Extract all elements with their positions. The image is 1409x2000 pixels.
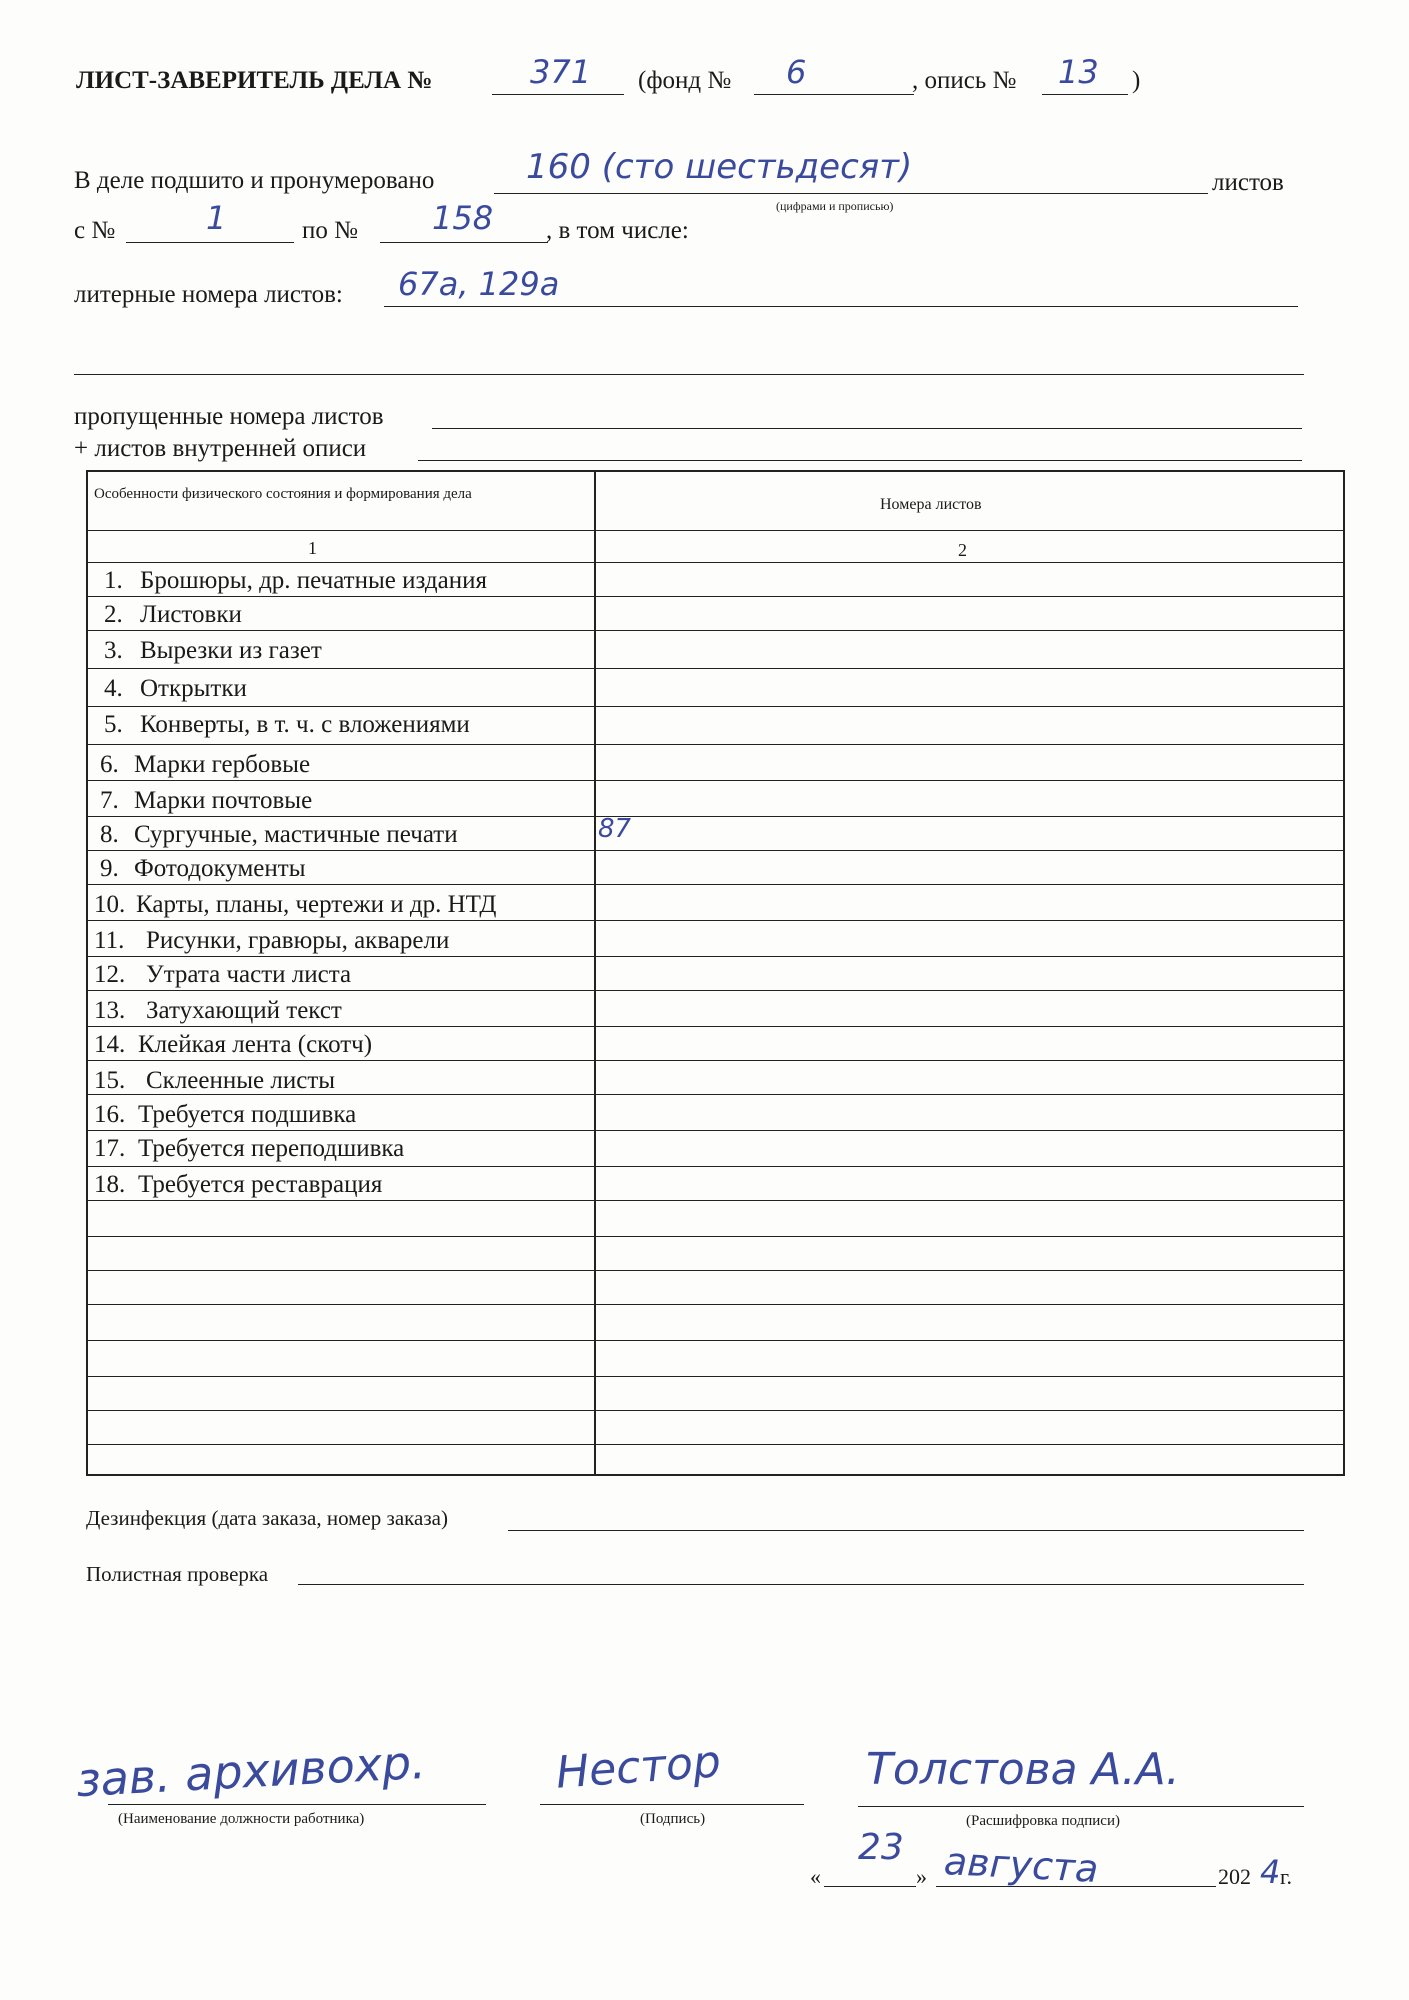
table-row [94,1032,372,1057]
row-number: 10. [94,891,126,918]
table-row [94,1172,382,1197]
name-value[interactable]: Толстова А.А. [866,1744,1180,1795]
row-number: 16. [94,1101,126,1128]
table-row [100,856,306,881]
date-day-value[interactable]: 23 [858,1827,904,1868]
row-label: Открытки [140,675,247,702]
row-number: 14. [94,1031,126,1058]
column-divider [594,472,596,1474]
col2-index: 2 [958,540,967,560]
row-label: Требуется переподшивка [138,1135,405,1162]
row-line [88,1304,1343,1305]
row-line [88,884,1343,885]
signature-line [540,1804,804,1805]
letter-numbers-line-2 [74,374,1304,375]
date-close-quote: » [916,1864,927,1889]
col2-header: Номера листов [880,496,982,513]
date-year-prefix: 202 [1218,1864,1251,1889]
sheets-intro: В деле подшито и пронумеровано [74,167,435,194]
name-line [858,1806,1304,1807]
row-line [88,1060,1343,1061]
row-number: 11. [94,927,125,954]
to-line [380,242,548,243]
table-row [104,676,247,701]
case-number-line [492,94,624,95]
letter-numbers-label: литерные номера листов: [74,281,343,308]
row-line [88,1340,1343,1341]
row-number: 15. [94,1067,126,1094]
seal-sheet-number[interactable]: 87 [598,814,632,844]
row-line [88,630,1343,631]
to-label: по № [302,217,358,244]
fond-label: (фонд № [638,67,732,94]
row-line [88,562,1343,563]
row-number: 18. [94,1171,126,1198]
row-line [88,1444,1343,1445]
signature-caption: (Подпись) [640,1811,706,1827]
position-line [108,1804,486,1805]
form-title: ЛИСТ-ЗАВЕРИТЕЛЬ ДЕЛА № [76,67,433,94]
table-row [100,788,312,813]
opis-label: , опись № [912,67,1017,94]
condition-table [86,470,1345,1476]
row-label: Требуется реставрация [138,1171,383,1198]
row-number: 12. [94,961,126,988]
position-caption: (Наименование должности работника) [118,1811,365,1827]
row-label: Утрата части листа [146,961,352,988]
row-number: 17. [94,1135,126,1162]
row-line [88,1166,1343,1167]
letter-numbers-value[interactable]: 67а, 129а [398,265,560,303]
check-label: Полистная проверка [86,1562,269,1586]
row-label: Фотодокументы [134,855,306,882]
header-divider [88,530,1343,531]
disinfection-label: Дезинфекция (дата заказа, номер заказа) [86,1506,448,1530]
table-row [104,602,242,627]
fond-number-value[interactable]: 6 [786,53,807,91]
row-line [88,1200,1343,1201]
col1-index: 1 [308,538,317,558]
row-number: 2. [104,601,123,628]
table-row [104,568,487,593]
table-row [94,1068,335,1093]
row-number: 6. [100,751,119,778]
table-row [104,712,470,737]
opis-close: ) [1132,67,1141,94]
row-line [88,1130,1343,1131]
date-year-digit[interactable]: 4 [1260,1853,1281,1891]
disinfection-line [508,1530,1304,1531]
table-row [94,1102,356,1127]
from-line [126,242,294,243]
row-line [88,596,1343,597]
row-line [88,744,1343,745]
row-line [88,780,1343,781]
row-label: Марки гербовые [134,751,311,778]
date-open-quote: « [810,1864,821,1889]
row-label: Рисунки, гравюры, акварели [146,927,450,954]
sheets-count-hint: (цифрами и прописью) [776,199,894,213]
name-caption: (Расшифровка подписи) [966,1813,1120,1829]
row-number: 13. [94,997,126,1024]
row-line [88,1410,1343,1411]
date-month-value[interactable]: августа [942,1838,1100,1892]
row-number: 3. [104,637,123,664]
row-line [88,850,1343,851]
row-label: Клейкая лента (скотч) [138,1031,373,1058]
from-value[interactable]: 1 [206,199,227,237]
row-line [88,1236,1343,1237]
row-number: 4. [104,675,123,702]
row-line [88,1270,1343,1271]
row-label: Вырезки из газет [140,637,322,664]
date-day-line [824,1886,916,1887]
signature-value[interactable]: Нестор [554,1736,723,1799]
row-line [88,706,1343,707]
table-row [100,752,310,777]
row-line [88,990,1343,991]
date-suffix: г. [1280,1864,1293,1889]
letter-numbers-line [384,306,1298,307]
row-line [88,956,1343,957]
row-number: 1. [104,567,123,594]
sheets-count-value[interactable]: 160 (сто шестьдесят) [526,147,913,187]
including-label: , в том числе: [546,217,689,244]
col1-header: Особенности физического состояния и формирования дела [94,486,472,502]
to-value[interactable]: 158 [432,199,494,237]
table-row [94,962,351,987]
position-value[interactable]: зав. архивохр. [74,1734,427,1808]
row-line [88,920,1343,921]
opis-number-value[interactable]: 13 [1058,53,1099,91]
from-label: с № [74,217,116,244]
check-line [298,1584,1304,1585]
sheets-count-line [494,193,1208,194]
inner-inventory-label: + листов внутренней описи [74,435,367,462]
row-label: Брошюры, др. печатные издания [140,567,487,594]
sheets-suffix: листов [1212,169,1284,196]
table-row [94,998,342,1023]
row-label: Затухающий текст [146,997,342,1024]
row-line [88,1376,1343,1377]
row-line [88,668,1343,669]
row-label: Конверты, в т. ч. с вложениями [140,711,470,738]
row-label: Листовки [140,601,242,628]
row-label: Склеенные листы [146,1067,336,1094]
opis-number-line [1042,94,1128,95]
row-line [88,816,1343,817]
missing-numbers-line [432,428,1302,429]
case-number-value[interactable]: 371 [530,53,592,91]
row-line [88,1026,1343,1027]
row-label: Марки почтовые [134,787,313,814]
row-label: Карты, планы, чертежи и др. НТД [136,891,497,918]
inner-inventory-line [418,460,1302,461]
row-number: 5. [104,711,123,738]
row-label: Требуется подшивка [138,1101,357,1128]
table-row [104,638,322,663]
row-line [88,1094,1343,1095]
table-row [100,822,458,847]
table-row [94,928,449,953]
fond-number-line [754,94,914,95]
table-row [94,892,496,917]
missing-numbers-label: пропущенные номера листов [74,403,384,430]
row-label: Сургучные, мастичные печати [134,821,458,848]
row-number: 7. [100,787,119,814]
row-number: 8. [100,821,119,848]
table-row [94,1136,404,1161]
row-number: 9. [100,855,119,882]
